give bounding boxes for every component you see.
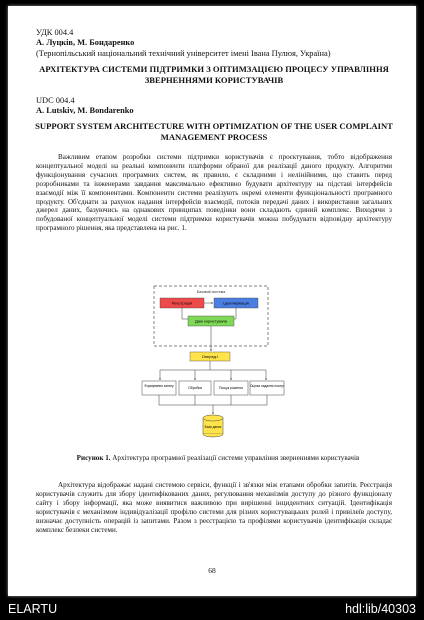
document-page (8, 6, 416, 596)
page-number: 68 (208, 566, 216, 575)
udc-uk: УДК 004.4 (36, 28, 74, 37)
footer-handle: hdl:lib/40303 (345, 602, 416, 616)
udc-en: UDC 004.4 (36, 96, 75, 105)
figure-caption-number: Рисунок 1. (76, 454, 111, 462)
title-uk: АРХІТЕКТУРА СИСТЕМИ ПІДТРИМКИ З ОПТИМЗАЦІЄЮ ПРОЦЕСУ УПРАВЛІННЯ ЗВЕРНЕННЯМИ КОРИСТУВАЧІВ (39, 64, 389, 85)
authors-en: A. Lutskiv, M. Bondarenko (36, 106, 134, 115)
database-label: База даних (204, 425, 222, 429)
title-en: SUPPORT SYSTEM ARCHITECTURE WITH OPTIMIZATION OF THE USER COMPLAINT MANAGEMENT PROCESS (35, 121, 393, 142)
base-system-label: Базовий система (196, 290, 226, 294)
authors-uk: А. Луцків, М. Бондаренко (36, 38, 135, 47)
footer-bar (0, 598, 424, 620)
figure-caption-text: Архітектура програмної реалізації системи управління зверненнями користувачів (110, 454, 360, 462)
identification-label: Ідентифікація (223, 300, 249, 306)
paragraph-architecture: Архітектура відображає надані системою сервіси, функції і зв'язки між етапами обробки запитів. Реєстрація користувачів служить для збору ідентифікованих даних, регулювання механізмів доступу до різного функціоналу сайту і збору інформації, яка може виявитися важливою при вирішенні інцидентних ситуацій. Ідентифікація користувачів є механізмом індивідуалізації профілю системи для різних користувацьких ролей і привілеїв доступу, визначає доступність операцій із запитами. Разом з реєстрацією та профілями користувачів ідентифікація складає комплекс безпеки системи. (36, 481, 392, 534)
paragraph-intro: Важливим етапом розробки системи підтримки користувачів є проєктування, тобто відображення концептуальної моделі на реальні компоненти платформи обраної для реалізації даного продукту. Алгоритми функціонування сучасних програмних систем, як правило, є складними і нелінійними, що ставить перед розробниками та інженерами завдання максимально ефективно будувати архітектуру на підставі інтерфейсів взаємодії між її компонентами. Компоненти системи реалізують окремі елементи функціональності програмного продукту. Об'єднати за рахунок надання інтерфейсів взаємодії, потоків передачі даних і використання загальних джерел даних, базуючись на однакових принципах поведінки вони складають єдиний комплекс. Виходячи з побудованої концептуальної моделі системи підтримки користувачів можна побудувати відповідну архітектуру програмного рішення, яка представлена на рис. 1. (36, 153, 392, 233)
architecture-diagram (136, 284, 296, 444)
processing-label: Обробка (188, 386, 202, 390)
request-label: Оперед.І (201, 354, 219, 359)
form-request-label: Формування запиту (144, 384, 174, 388)
figure-caption (68, 454, 368, 463)
affiliation-uk: (Тернопільський національний технічний університет імені Івана Пулюя, Україна) (36, 49, 331, 58)
registration-label: Реєстрація (171, 300, 193, 306)
user-data-label: Дані користувача (194, 318, 228, 324)
search-solution-label: Пошук рішення (219, 386, 243, 390)
footer-repository: ELARTU (8, 602, 58, 616)
service-rating-label: Оцінка надання послуг (250, 384, 284, 388)
